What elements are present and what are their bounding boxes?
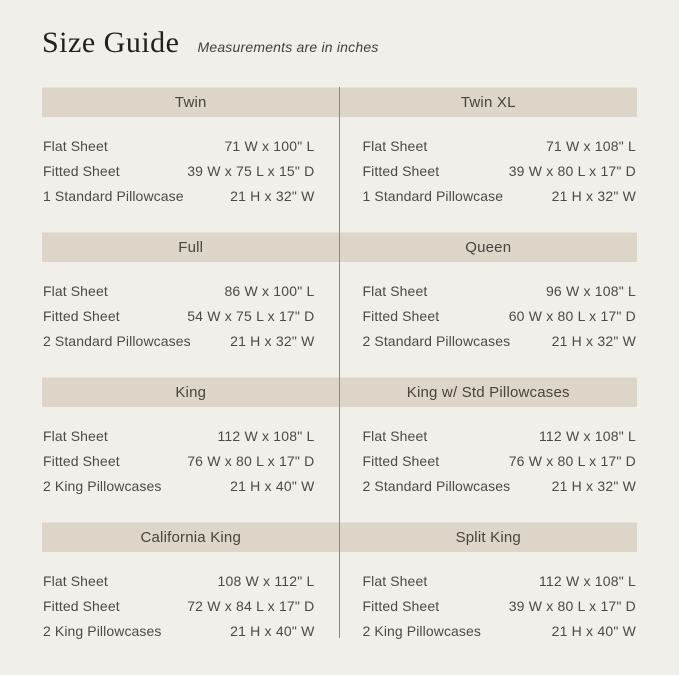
spec-label: Flat Sheet — [362, 282, 428, 299]
spec-label: Flat Sheet — [362, 572, 428, 589]
section-title-king-std: King w/ Std Pillowcases — [406, 384, 570, 401]
spec-value: 71 W x 108" L — [545, 137, 636, 154]
table-row — [363, 133, 637, 158]
spec-value: 60 W x 80 L x 17" D — [508, 307, 636, 324]
table-row — [363, 328, 637, 353]
table-row — [43, 133, 315, 158]
spec-value: 112 W x 108" L — [217, 427, 315, 444]
spec-label: Flat Sheet — [43, 427, 108, 444]
table-row — [43, 423, 315, 448]
section-title-full: Full — [178, 239, 204, 256]
table-row — [43, 183, 315, 208]
spec-label: Fitted Sheet — [362, 452, 440, 469]
spec-label: Fitted Sheet — [362, 307, 440, 324]
spec-value: 21 H x 32" W — [551, 187, 636, 204]
spec-label: Flat Sheet — [43, 282, 108, 299]
section-title-king: King — [175, 384, 207, 401]
spec-value: 21 H x 32" W — [230, 187, 315, 204]
section-twin — [42, 133, 340, 208]
table-row — [43, 158, 315, 183]
title-row — [42, 26, 637, 59]
section-king — [42, 423, 340, 498]
spec-label: Flat Sheet — [43, 572, 108, 589]
section-split-king — [340, 568, 638, 643]
page-subtitle: Measurements are in inches — [197, 39, 379, 55]
section-california-king — [42, 568, 340, 643]
section-king-std-pillowcases — [340, 423, 638, 498]
table-row — [363, 183, 637, 208]
spec-label: Fitted Sheet — [362, 597, 440, 614]
spec-label: 1 Standard Pillowcase — [43, 187, 184, 204]
section-title-split-king: Split King — [455, 529, 521, 546]
section-queen — [340, 278, 638, 353]
spec-label: 2 Standard Pillowcases — [362, 477, 511, 494]
spec-label: Fitted Sheet — [362, 162, 440, 179]
spec-value: 39 W x 75 L x 15" D — [187, 162, 315, 179]
spec-label: Flat Sheet — [362, 427, 428, 444]
section-title-twin: Twin — [174, 94, 207, 111]
spec-value: 21 H x 40" W — [230, 622, 315, 639]
table-row — [43, 593, 315, 618]
table-row — [43, 568, 315, 593]
spec-value: 96 W x 108" L — [545, 282, 636, 299]
spec-label: Fitted Sheet — [43, 597, 120, 614]
spec-label: 1 Standard Pillowcase — [362, 187, 504, 204]
spec-label: Fitted Sheet — [43, 452, 120, 469]
table-row — [363, 473, 637, 498]
table-row — [363, 593, 637, 618]
spec-label: Fitted Sheet — [43, 307, 120, 324]
size-guide-table — [42, 87, 637, 667]
spec-value: 21 H x 32" W — [551, 332, 636, 349]
table-row — [363, 448, 637, 473]
spec-label: 2 King Pillowcases — [43, 477, 162, 494]
table-row — [43, 303, 315, 328]
spec-value: 21 H x 32" W — [551, 477, 636, 494]
table-row — [43, 278, 315, 303]
section-twin-xl — [340, 133, 638, 208]
spec-value: 76 W x 80 L x 17" D — [508, 452, 636, 469]
spec-value: 71 W x 100" L — [224, 137, 315, 154]
spec-value: 108 W x 112" L — [217, 572, 315, 589]
spec-value: 86 W x 100" L — [224, 282, 315, 299]
spec-value: 21 H x 40" W — [230, 477, 315, 494]
table-row — [363, 158, 637, 183]
spec-value: 76 W x 80 L x 17" D — [187, 452, 315, 469]
spec-value: 21 H x 32" W — [230, 332, 315, 349]
column-divider — [339, 87, 340, 638]
section-title-twin-xl: Twin XL — [460, 94, 516, 111]
spec-value: 112 W x 108" L — [538, 427, 636, 444]
table-row — [43, 328, 315, 353]
spec-value: 21 H x 40" W — [551, 622, 636, 639]
table-row — [43, 618, 315, 643]
spec-label: 2 King Pillowcases — [43, 622, 162, 639]
spec-label: 2 King Pillowcases — [362, 622, 482, 639]
table-row — [363, 568, 637, 593]
spec-value: 39 W x 80 L x 17" D — [508, 597, 636, 614]
table-row — [363, 618, 637, 643]
spec-value: 112 W x 108" L — [538, 572, 636, 589]
spec-label: Fitted Sheet — [43, 162, 120, 179]
spec-value: 72 W x 84 L x 17" D — [187, 597, 315, 614]
spec-label: Flat Sheet — [362, 137, 428, 154]
spec-value: 39 W x 80 L x 17" D — [508, 162, 636, 179]
table-row — [363, 423, 637, 448]
page-title: Size Guide — [42, 26, 180, 59]
table-row — [43, 448, 315, 473]
spec-value: 54 W x 75 L x 17" D — [187, 307, 315, 324]
table-row — [363, 303, 637, 328]
spec-label: 2 Standard Pillowcases — [43, 332, 191, 349]
spec-label: Flat Sheet — [43, 137, 108, 154]
section-title-california-king: California King — [140, 529, 242, 546]
spec-label: 2 Standard Pillowcases — [362, 332, 511, 349]
table-row — [363, 278, 637, 303]
section-full — [42, 278, 340, 353]
section-title-queen: Queen — [465, 239, 512, 256]
table-row — [43, 473, 315, 498]
